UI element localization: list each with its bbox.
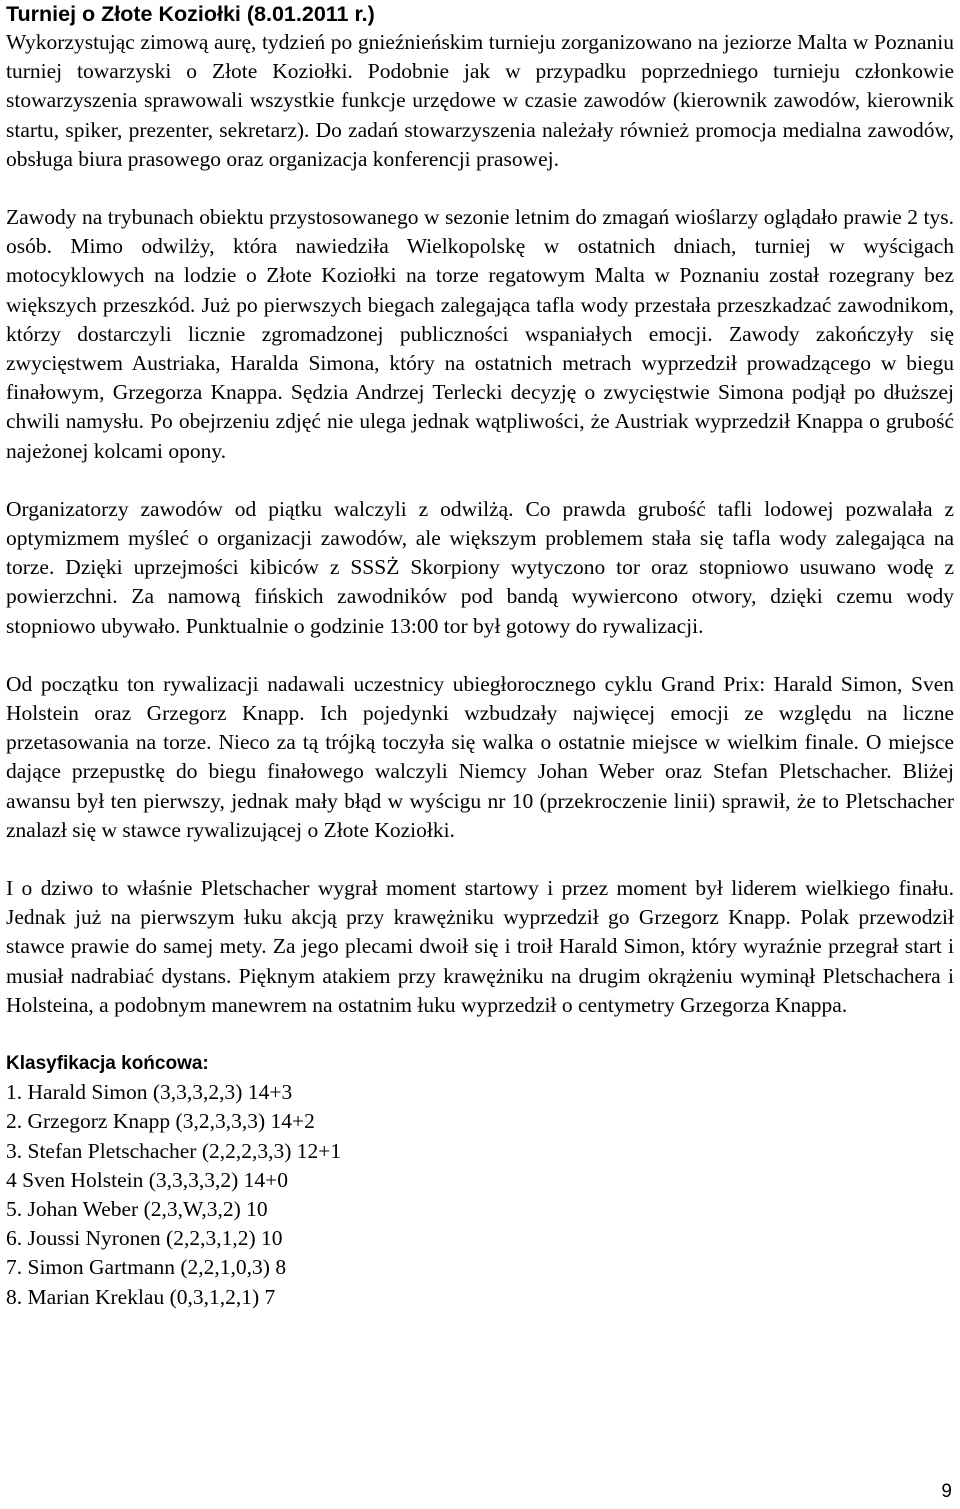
results-item: 5. Johan Weber (2,3,W,3,2) 10 [6,1196,268,1221]
document-page [6,0,954,1312]
document-title: Turniej o Złote Koziołki (8.01.2011 r.) [6,2,375,26]
results-item: 3. Stefan Pletschacher (2,2,2,3,3) 12+1 [6,1138,342,1163]
results-item: 2. Grzegorz Knapp (3,2,3,3,3) 14+2 [6,1109,315,1134]
results-item: 1. Harald Simon (3,3,3,2,3) 14+3 [6,1080,293,1105]
results-item: 4 Sven Holstein (3,3,3,3,2) 14+0 [6,1167,289,1192]
paragraph-race-summary: Zawody na trybunach obiektu przystosowanego w sezonie letnim do zmagań wioślarzy oglądało prawie 2 tys. osób. Mimo odwilży, która nawiedziła Wielkopolskę w ostatnich dniach, turniej w wyścigach motocyklowych na lodzie o Złote Koziołki na torze regatowym Malta w Poznaniu został rozegrany bez większych przeszkód. Już po pierwszych biegach zalegająca tafla wody przestała przeszkadzać zawodnikom, którzy dostarczyli licznie zgromadzonej publiczności wspaniałych emocji. Zawody zakończyły się zwycięstwem Austriaka, Haralda Simona, który na ostatnich metrach wyprzedził prowadzącego w biegu finałowym, Grzegorza Knappa. Sędzia Andrzej Terlecki decyzję o zwycięstwie Simona podjął po dłuższej chwili namysłu. Po obejrzeniu zdjęć nie ulega jednak wątpliwości, że Austriak wyprzedził Knappa o grubość najeżonej kolcami opony. [6,205,954,463]
paragraph-final: I o dziwo to właśnie Pletschacher wygrał moment startowy i przez moment był liderem wielkiego finału. Jednak już na pierwszym łuku akcją przy krawężniku wyprzedził go Grzegorz Knapp. Polak przewodził stawce prawie do samej mety. Za jego plecami dwoił się i troił Harald Simon, który wyraźnie przegrał start i musiał nadrabiać dystans. Pięknym atakiem przy krawężniku na drugim okrążeniu wyminął Pletschachera i Holsteina, a podobnym manewrem na ostatnim łuku wyprzedził o centymetry Grzegorza Knappa. [6,876,954,1017]
results-list [6,1078,954,1312]
results-item: 7. Simon Gartmann (2,2,1,0,3) 8 [6,1255,287,1280]
results-heading: Klasyfikacja końcowa: [6,1053,209,1075]
results-item: 8. Marian Kreklau (0,3,1,2,1) 7 [6,1284,276,1309]
page-number: 9 [941,1481,952,1502]
results-item: 6. Joussi Nyronen (2,2,3,1,2) 10 [6,1226,283,1251]
paragraph-qualification: Od początku ton rywalizacji nadawali uczestnicy ubiegłorocznego cyklu Grand Prix: Harald Simon, Sven Holstein oraz Grzegorz Knapp. Ich pojedynki wzbudzały najwięcej emocji ze względu na liczne przetasowania na torze. Nieco za tą trójką toczyła się walka o ostatnie miejsce w wielkim finale. O miejsce dające przepustkę do biegu finałowego walczyli Niemcy Johan Weber oraz Stefan Pletschacher. Bliżej awansu był ten pierwszy, jednak mały błąd w wyścigu nr 10 (przekroczenie linii) sprawił, że to Pletschacher znalazł się w stawce rywalizującej o Złote Koziołki. [6,671,954,842]
paragraph-intro: Wykorzystując zimową aurę, tydzień po gnieźnieńskim turnieju zorganizowano na jeziorze Malta w Poznaniu turniej towarzyski o Złote Koziołki. Podobnie jak w przypadku poprzedniego turnieju członkowie stowarzyszenia sprawowali wszystkie funkcje urzędowe w czasie zawodów (kierownik zawodów, kierownik startu, spiker, prezenter, sekretarz). Do zadań stowarzyszenia należały również promocja medialna zawodów, obsługa biura prasowego oraz organizacja konferencji prasowej. [6,30,954,171]
paragraph-track-preparation: Organizatorzy zawodów od piątku walczyli z odwilżą. Co prawda grubość tafli lodowej pozwalała z optymizmem myśleć o organizacji zawodów, ale większym problemem stała się tafla wody zalegająca na torze. Dzięki uprzejmości kibiców z SSSŻ Skorpiony wytyczono tor oraz stopniowo usuwano wodę z powierzchni. Za namową fińskich zawodników pod bandą wywiercono otwory, dzięki czemu wody stopniowo ubywało. Punktualnie o godzinie 13:00 tor był gotowy do rywalizacji. [6,496,954,638]
